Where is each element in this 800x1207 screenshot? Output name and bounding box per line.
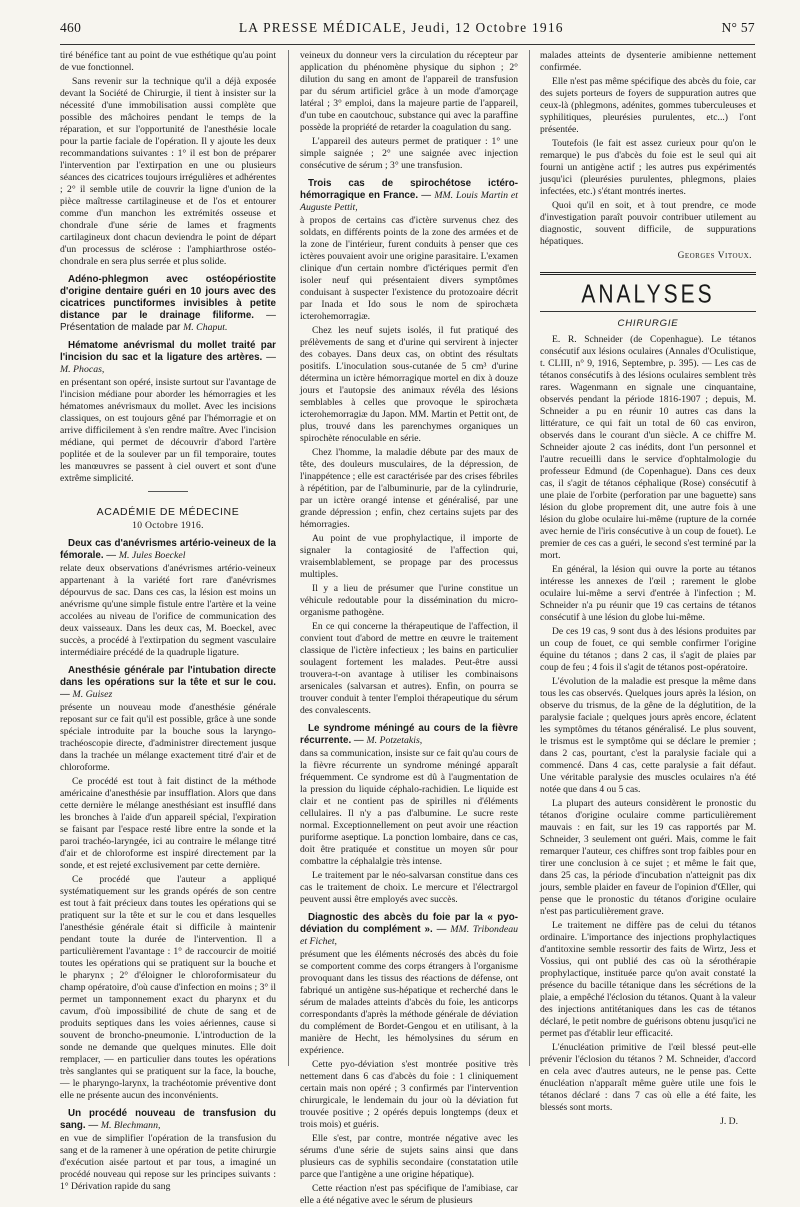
paragraph: Elle s'est, par contre, montrée négative avec les sérums d'une série de sujets sains ainsi que dans plusieurs cas de syphilis secondaire (constatation utile parce que l'antigène a une origine hépatique).: [300, 1133, 518, 1180]
paragraph: La plupart des auteurs considèrent le pronostic du tétanos d'origine oculaire comme particulièrement mauvais : en fait, sur les 19 cas rapportés par M. Schneider, 3 seulement ont guéri. Mais, comme le fait remarquer l'auteur, ces chiffres sont trop faibles pour en tirer une conclusion à ce sujet ; et même le fait que, dans 25 cas, la période d'incubation n'atteignit pas dix jours, semble plaider en faveur de l'opinion d'Œller, qui pense que le pronostic du tétanos d'origine oculaire n'est pas particulièrement grave.: [540, 798, 756, 917]
article-title: Un procédé nouveau de transfusion du sang.: [60, 1108, 276, 1131]
article-heading: [60, 1108, 276, 1132]
paragraph: Quoi qu'il en soit, et à tout prendre, ce mode d'investigation paraît pouvoir contribuer utilement au diagnostic, souvent difficile, de suppurations hépatiques.: [540, 200, 756, 247]
paragraph: En ce qui concerne la thérapeutique de l'affection, il convient tout d'abord de mettre en œuvre le traitement classique de l'ictère infectieux ; les bains en particulier soulagent fortement les malades. Peut-être aussi trouvera-t-on avantage à utiliser les combinaisons arsenicales (salvarsan et autres). Enfin, on pourra se trouver conduit à tenter l'emploi thérapeutique du sérum des convalescents.: [300, 621, 518, 716]
page-header: [60, 20, 755, 42]
paragraph: Au point de vue prophylactique, il importe de signaler la contagiosité de l'affection qui, vraisemblablement, se propage par des processus multiples.: [300, 533, 518, 580]
article-separator: —: [103, 550, 119, 561]
paragraph: Toutefois (le fait est assez curieux pour qu'on le remarque) le pus d'abcès du foie est le seul qui ait fourni un antigène actif ; les autres pus expérimentés jusqu'ici (pleurésies purulentes, phlegmons, plaies infectées, etc.) s'étant montrés inertes.: [540, 138, 756, 197]
article-heading: [300, 723, 518, 747]
article-separator: —: [60, 689, 73, 700]
article-separator: —: [432, 924, 451, 935]
paragraph: veineux du donneur vers la circulation du récepteur par application du phénomène physique du siphon ; 2° dilution du sang en amont de l'appareil de transfusion par du sérum artificiel grâce à un mode d'amorçage latéral ; 3° emploi, dans la majeure partie de l'appareil, d'un tube en caoutchouc, substance qui avec la paraffine possède la propriété de retarder la coagulation du sang.: [300, 50, 518, 133]
article-separator: —: [418, 190, 435, 201]
article-separator: —: [351, 735, 367, 746]
article-heading: [300, 178, 518, 214]
author-initials: J. D.: [720, 1116, 738, 1127]
article-title: Anesthésie générale par l'intubation directe dans les opérations sur la tête et sur le cou.: [60, 665, 276, 688]
paragraph: Ce procédé que l'auteur a appliqué systématiquement sur les grands opérés de son centre est tout à fait précieux dans toutes les opérations qui se pratiquent sur la tête et sur le cou et dans lesquelles l'anesthésie générale était si difficile à maintenir pendant toute la durée de l'intervention. Il a particulièrement l'avantage : 1° de raccourcir de moitié toutes les opérations qui se pratiquent sur la bouche et le pharynx ; 2° d'éloigner le chloroformisateur du champ opératoire, d'où cause d'infection en moins ; 3° il permet un tamponnement exact du pharynx et du cavum, d'où impossibilité de chute de sang et de produits septiques dans les voies aériennes, cause si souvent de broncho-pneumonie. L'introduction de la sonde ne demande que quelques minutes. Elle doit remplacer, — en particulier dans toutes les opérations très sanglantes qui se pratiquent sur la face, la bouche, — le pharyngo-larynx, la trachéotomie préventive dont elle ne présente aucun des inconvénients.: [60, 874, 276, 1101]
separator-rule: [148, 491, 188, 492]
column-3: [540, 50, 756, 1127]
column-divider: [529, 50, 530, 1066]
paragraph: Le traitement par le néo-salvarsan constitue dans ces cas le traitement de choix. Le mercure et l'électrargol peuvent aussi être employés avec succès.: [300, 870, 518, 905]
section-rule: [540, 272, 756, 275]
article-author: M. Guisez: [72, 689, 113, 700]
header-rule: [60, 44, 755, 45]
paragraph: Cette pyo-déviation s'est montrée positive très nettement dans 6 cas d'abcès du foie : 1 cliniquement certain mais non opéré ; 3 confirmés par l'intervention chirurgicale, le lendemain du jour où la déviation fut trouvée positive ; 2 opérés depuis longtemps (deux et trois mois) et guéris.: [300, 1059, 518, 1130]
paragraph: présente un nouveau mode d'anesthésie générale reposant sur ce fait qu'il est possible, grâce à une sonde spéciale introduite par la bouche sous la laryngo-trachéoscopie directe, d'administrer directement jusque dans la trachée un mélange exactement titré d'air et de chloroforme.: [60, 702, 276, 773]
paragraph: L'évolution de la maladie est presque la même dans tous les cas observés. Quelques jours après la lésion, on observe du trismus, de la gêne de la déglutition, de la paralysie faciale ; quelques jours après encore, éclatent les symptômes du tétanos généralisé. Le plus souvent, le trismus est le symptôme qui se déclare le premier ; dans 2 cas, pourtant, c'est la paralysie faciale qui a commencé. Dans 4 cas, cette paralysie a fait défaut. Une véritable paralysie des muscles oculaires n'a été notée que dans 4 ou 5 cas.: [540, 676, 756, 795]
article-title: Adéno-phlegmon avec ostéopériostite d'origine dentaire guéri en 10 jours avec des cicatrices punctiformes invisibles à petite distance par le drainage filiforme.: [60, 274, 276, 321]
section-heading: ACADÉMIE DE MÉDECINE: [96, 506, 240, 518]
paragraph: Chez les neuf sujets isolés, il fut pratiqué des prélèvements de sang et d'urine qui servirent à injecter des cobayes. Dans deux cas, on obtint des résultats positifs. L'inoculation sous-cutanée de 5 cm³ d'urine détermina un ictère hémorragique mortel en dix à douze jours et l'autopsie des animaux révéla des lésions semblables à celles que provoque le spirochæta icterohemorragiæ du Japon. MM. Martin et Pettit ont, de plus, trouvé dans les parenchymes organiques un spirochète rénoculable en série.: [300, 325, 518, 444]
section-date: 10 Octobre 1916.: [132, 520, 204, 531]
section-rule: [540, 311, 756, 312]
column-1: [60, 50, 276, 1192]
article-title: Hématome anévrismal du mollet traité par l'incision du sac et la ligature des artères.: [60, 340, 276, 363]
article-author: M. Jules Boeckel: [118, 550, 186, 561]
subsection-heading: CHIRURGIE: [617, 318, 679, 329]
paragraph: relate deux observations d'anévrismes artério-veineux appartenant à la variété fort rare d'anévrismes dépourvus de sac. Dans ces cas, la lésion est moins un anévrisme qu'une simple fistule entre l'artère et la veine accolées au niveau de l'orifice de communication des deux vaisseaux. Dans les deux cas, M. Boeckel, avec succès, a procédé à l'extirpation du segment vasculaire intermédiaire précédé de la quadruple ligature.: [60, 563, 276, 658]
article-author: M. Potzetakis,: [366, 735, 423, 746]
paragraph: E. R. Schneider (de Copenhague). Le tétanos consécutif aux lésions oculaires (Annales d'Oculistique, t. CLIII, n° 9, 1916, Septembre, p. 395). — Les cas de tétanos consécutifs à des lésions oculaires semblent très rares. Wagenmann en signale une cinquantaine, observés pendant la période 1816-1907 ; depuis, M. Schneider a pu en réunir 10 autres cas dans la littérature, ce qui fait un total de 60 cas environ, observés dans le courant d'un siècle. A ce chiffre M. Schneider ajoute 2 cas inédits, dont l'un personnel et l'autre recueilli dans le service d'ophtalmologie du professeur Edmund (de Copenhague). Dans ces deux cas, il s'agit de tétanos céphalique (Rose) consécutif à une plaie de l'orbite (perforation par une baguette) sans lésion du globe proprement dit, une autre fois à une lésion du globe oculaire lui-même (rupture de la cornée avec hernie de l'iris consécutive à un coup de fouet). Le premier de ces cas a guéri, le second s'est terminé par la mort.: [540, 334, 756, 561]
issue-number: N° 57: [721, 20, 755, 35]
article-author: M. Blechmann,: [100, 1120, 161, 1131]
column-2: [300, 50, 518, 1206]
paragraph: Cette réaction n'est pas spécifique de l'amibiase, car elle a été négative avec le sérum de plusieurs: [300, 1183, 518, 1206]
article-title: Trois cas de spirochétose ictéro-hémorragique en France.: [300, 178, 518, 201]
journal-title: LA PRESSE MÉDICALE, Jeudi, 12 Octobre 1916: [238, 20, 564, 35]
article-heading: [60, 665, 276, 701]
paragraph: à propos de certains cas d'ictère survenus chez des soldats, en différents points de la zone des armées et de la zone de l'intérieur, furent conduits à penser que ces ictères pouvaient avoir une origine parasitaire. L'examen clinique d'un certain nombre d'ictériques permit d'en isoler neuf qui présentaient divers symptômes conduisant à suspecter l'existence du protozoaire décrit par Inada et Ido sous le nom de spirochæta icterohemorragiæ.: [300, 215, 518, 322]
paragraph: Ce procédé est tout à fait distinct de la méthode américaine d'anesthésie par insufflation. Alors que dans cette dernière le mélange anesthésiant est insufflé dans les bronches à l'aide d'un appareil spécial, l'expiration se faisant par l'espace resté libre entre la sonde et la paroi trachéo-laryngée, ici au contraire le mélange titré d'air et de chloroforme est inspiré directement par la sonde, et est rejeté exclusivement par cette dernière.: [60, 776, 276, 871]
paragraph: Le traitement ne diffère pas de celui du tétanos ordinaire. L'importance des injections prophylactiques d'antitoxine semble ressortir des faits de Wirtz, Jess et Vossius, qui ont publié des cas où la sérothérapie prophylactique, instituée parce qu'on avait constaté la présence du bacille tétanique dans les sécrétions de la plaie, a empêché l'éclosion du tétanos. Quant à la valeur des injections antitétaniques dans les cas de tétanos déclaré, le petit nombre de guérisons obtenu jusqu'ici ne permet pas d'établir leur efficacité.: [540, 920, 756, 1039]
paragraph: en vue de simplifier l'opération de la transfusion du sang et de la ramener à une opération de petite chirurgie d'exécution aisée partout et par tous, a imaginé un procédé nouveau qui repose sur les principes suivants : 1° Dérivation rapide du sang: [60, 1133, 276, 1192]
paragraph: dans sa communication, insiste sur ce fait qu'au cours de la fièvre récurrente un syndrome méningé apparaît fréquemment. Ce syndrome est dû à l'augmentation de la pression du liquide céphalo-rachidien. Le liquide est clair et ne contient pas de spirilles ni d'éléments cellulaires. Il n'y a pas d'albumine. Le sucre reste normal. Exceptionnellement on peut avoir une réaction puriforme aseptique. La ponction lombaire, dans ce cas, doit être pratiquée et constitue un moyen sûr pour combattre la céphalalgie très intense.: [300, 748, 518, 867]
article-author: MM. Tribondeau et Fichet,: [300, 924, 518, 947]
paragraph: présument que les éléments nécrosés des abcès du foie se comportent comme des corps étrangers à l'organisme provoquant dans les tissus des réactions de défense, ont fabriqué un antigène sus-hépatique et recherché dans le sérum de malades atteints d'abcès du foie, les anticorps correspondants d'après la méthode générale de déviation du complément de Bordet-Gengou et en utilisant, à la manière de Hecht, les hémolysines du sérum en expérience.: [300, 949, 518, 1056]
article-separator: — Présentation de malade par: [60, 310, 276, 333]
column-divider: [288, 50, 289, 1066]
article-title: Deux cas d'anévrismes artério-veineux de la fémorale.: [60, 538, 276, 561]
article-heading: [60, 340, 276, 376]
paragraph: en présentant son opéré, insiste surtout sur l'avantage de l'incision médiane pour aborder les hémorragies et les hématomes anévrismaux du mollet. Avec les incisions classiques, on est toujours gêné par l'hémorragie et on arrive difficilement à s'en rendre maître. Avec l'incision médiane, qui permet de découvrir d'abord l'artère poplitée et de la soulever par un fil temporaire, toutes les manœuvres se passent à ciel ouvert et sont d'une extrême simplicité.: [60, 377, 276, 484]
paragraph: L'appareil des auteurs permet de pratiquer : 1° une simple saignée ; 2° une saignée avec injection consécutive de sérum ; 3° une transfusion.: [300, 136, 518, 171]
section-title: ANALYSES: [581, 280, 715, 309]
article-author: M. Phocas,: [60, 364, 105, 375]
article-title: Diagnostic des abcès du foie par la « pyo-déviation du complément ».: [300, 912, 518, 935]
article-author: M. Chaput.: [183, 322, 228, 333]
article-separator: —: [262, 352, 276, 363]
paragraph: malades atteints de dysenterie amibienne nettement confirmée.: [540, 50, 756, 73]
paragraph: Chez l'homme, la maladie débute par des maux de tête, des douleurs musculaires, de la dépression, de l'inappétence ; elle est caractérisée par des crises fébriles à répétition, par de l'albuminurie, par de la cylindrurie, par un ictère orangé intense et généralisé, par une grande dépression ; enfin, chez certains sujets par des hémorragies.: [300, 447, 518, 530]
article-title: Le syndrome méningé au cours de la fièvre récurrente.: [300, 723, 518, 746]
paragraph: De ces 19 cas, 9 sont dus à des lésions produites par un coup de fouet, ce qui semble confirmer l'origine équine du tétanos ; dans 2 cas, il s'agit de plaies par coup de feu ; 4 fois il s'agit de tétanos post-opératoire.: [540, 626, 756, 673]
author-signature: Georges Vitoux.: [677, 251, 752, 261]
article-heading: [300, 912, 518, 948]
article-heading: [60, 274, 276, 334]
paragraph: En général, la lésion qui ouvre la porte au tétanos intéresse les annexes de l'œil ; rarement le globe oculaire lui-même a servi d'entrée à l'infection ; M. Schneider n'a pu réunir que 19 cas certains de tétanos consécutif à une lésion du globe lui-même.: [540, 564, 756, 623]
paragraph: Il y a lieu de présumer que l'urine constitue un véhicule redoutable pour la dissémination du micro-organisme pathogène.: [300, 583, 518, 618]
page-number: 460: [60, 20, 82, 35]
paragraph: L'énucléation primitive de l'œil blessé peut-elle prévenir l'éclosion du tétanos ? M. Schneider, d'accord en cela avec d'autres auteurs, ne le pense pas. Cette énucléation n'apparaît même guère utile une fois le tétanos déclaré : dans 7 cas où elle a été faite, les blessés sont morts.: [540, 1042, 756, 1113]
paragraph: Sans revenir sur la technique qu'il a déjà exposée devant la Société de Chirurgie, il tient à insister sur la nécessité d'une immobilisation aussi complète que possible des mâchoires pendant le temps de la réparation, et sur l'opportunité de l'anesthésie locale pour la partie faciale de l'opération. Il y ajoute les deux recommandations suivantes : 1° il est bon de préparer l'intervention par l'extirpation en une ou plusieurs séances des cicatrices toujours irrégulières et adhérentes ; 2° il semble utile de couvrir la ligne d'union de la pièce maîtresse cartilagineuse et de l'os et entourer comme d'un manchon les extrémités osseuse et chondrale d'une série de lames et fragments cartilagineux dont chacun deviendra le point de départ d'un processus de sclérose : l'amphiarthrose ostéo-chondrale en sera plus serrée et plus solide.: [60, 76, 276, 267]
article-separator: —: [85, 1120, 101, 1131]
paragraph: Elle n'est pas même spécifique des abcès du foie, car des sujets porteurs de foyers de suppuration autres que ceux-là (phlegmons, adénites, gommes tuberculeuses et syphilitiques, pleurésies purulentes, etc...) l'ont présentée.: [540, 76, 756, 135]
article-heading: [60, 538, 276, 562]
article-author: MM. Louis Martin et Auguste Pettit,: [300, 190, 518, 213]
paragraph: tiré bénéfice tant au point de vue esthétique qu'au point de vue fonctionnel.: [60, 50, 276, 73]
